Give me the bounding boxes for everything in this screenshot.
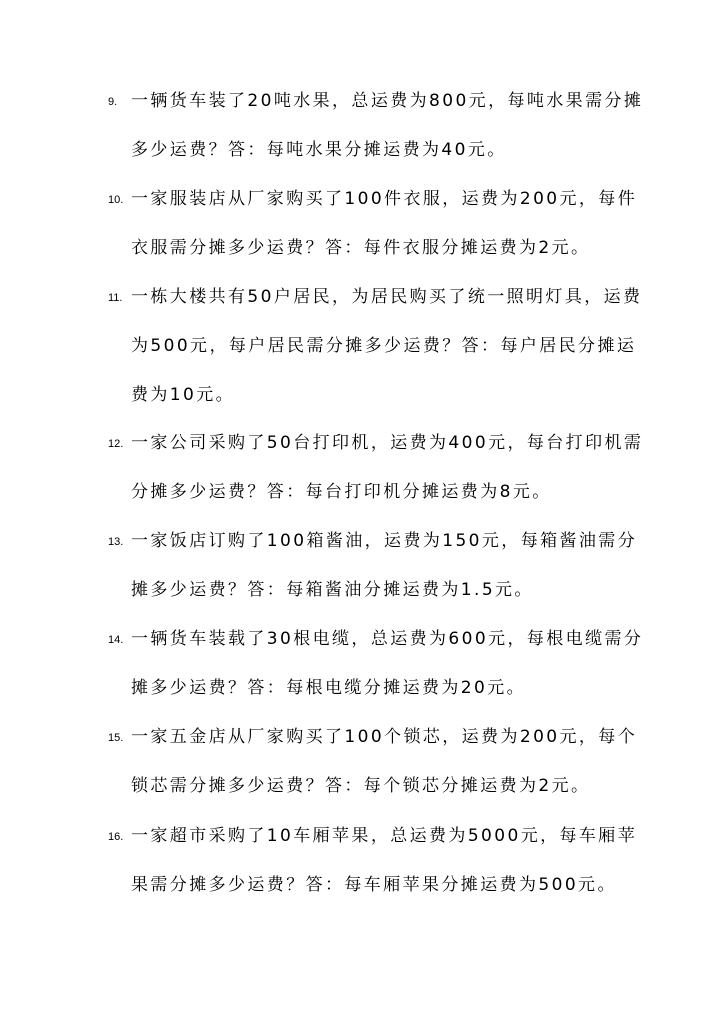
- problem-item: [108, 273, 668, 420]
- problem-number: 9.: [108, 96, 118, 108]
- problem-item: [108, 77, 668, 175]
- problem-number: 13.: [108, 536, 124, 548]
- problem-item: [108, 812, 668, 910]
- problem-number: 14.: [108, 634, 124, 646]
- problem-number: 10.: [108, 194, 124, 206]
- problem-item: [108, 517, 668, 615]
- problem-number: 12.: [108, 438, 124, 450]
- problem-text: 一家饭店订购了100箱酱油，运费为150元，每箱酱油需分摊多少运费？答：每箱酱油分摊运费为1.5元。: [131, 531, 638, 600]
- problem-item: [108, 713, 668, 811]
- problem-item: [108, 419, 668, 517]
- problem-item: [108, 615, 668, 713]
- problem-text: 一家服装店从厂家购买了100件衣服，运费为200元，每件衣服需分摊多少运费？答：每件衣服分摊运费为2元。: [131, 189, 638, 258]
- problem-text: 一家公司采购了50台打印机，运费为400元，每台打印机需分摊多少运费？答：每台打印机分摊运费为8元。: [131, 433, 644, 502]
- problem-text: 一家超市采购了10车厢苹果，总运费为5000元，每车厢苹果需分摊多少运费？答：每车厢苹果分摊运费为500元。: [131, 826, 638, 895]
- problem-number: 11.: [108, 292, 123, 304]
- problem-text: 一栋大楼共有50户居民，为居民购买了统一照明灯具，运费为500元，每户居民需分摊多少运费？答：每户居民分摊运费为10元。: [131, 287, 643, 405]
- problem-number: 15.: [108, 732, 124, 744]
- problem-item: [108, 175, 668, 273]
- problem-text: 一家五金店从厂家购买了100个锁芯，运费为200元，每个锁芯需分摊多少运费？答：每个锁芯分摊运费为2元。: [131, 727, 638, 796]
- problem-text: 一辆货车装了20吨水果，总运费为800元，每吨水果需分摊多少运费？答：每吨水果分摊运费为40元。: [131, 91, 644, 160]
- problem-number: 16.: [108, 831, 124, 843]
- problem-text: 一辆货车装载了30根电缆，总运费为600元，每根电缆需分摊多少运费？答：每根电缆分摊运费为20元。: [131, 629, 644, 698]
